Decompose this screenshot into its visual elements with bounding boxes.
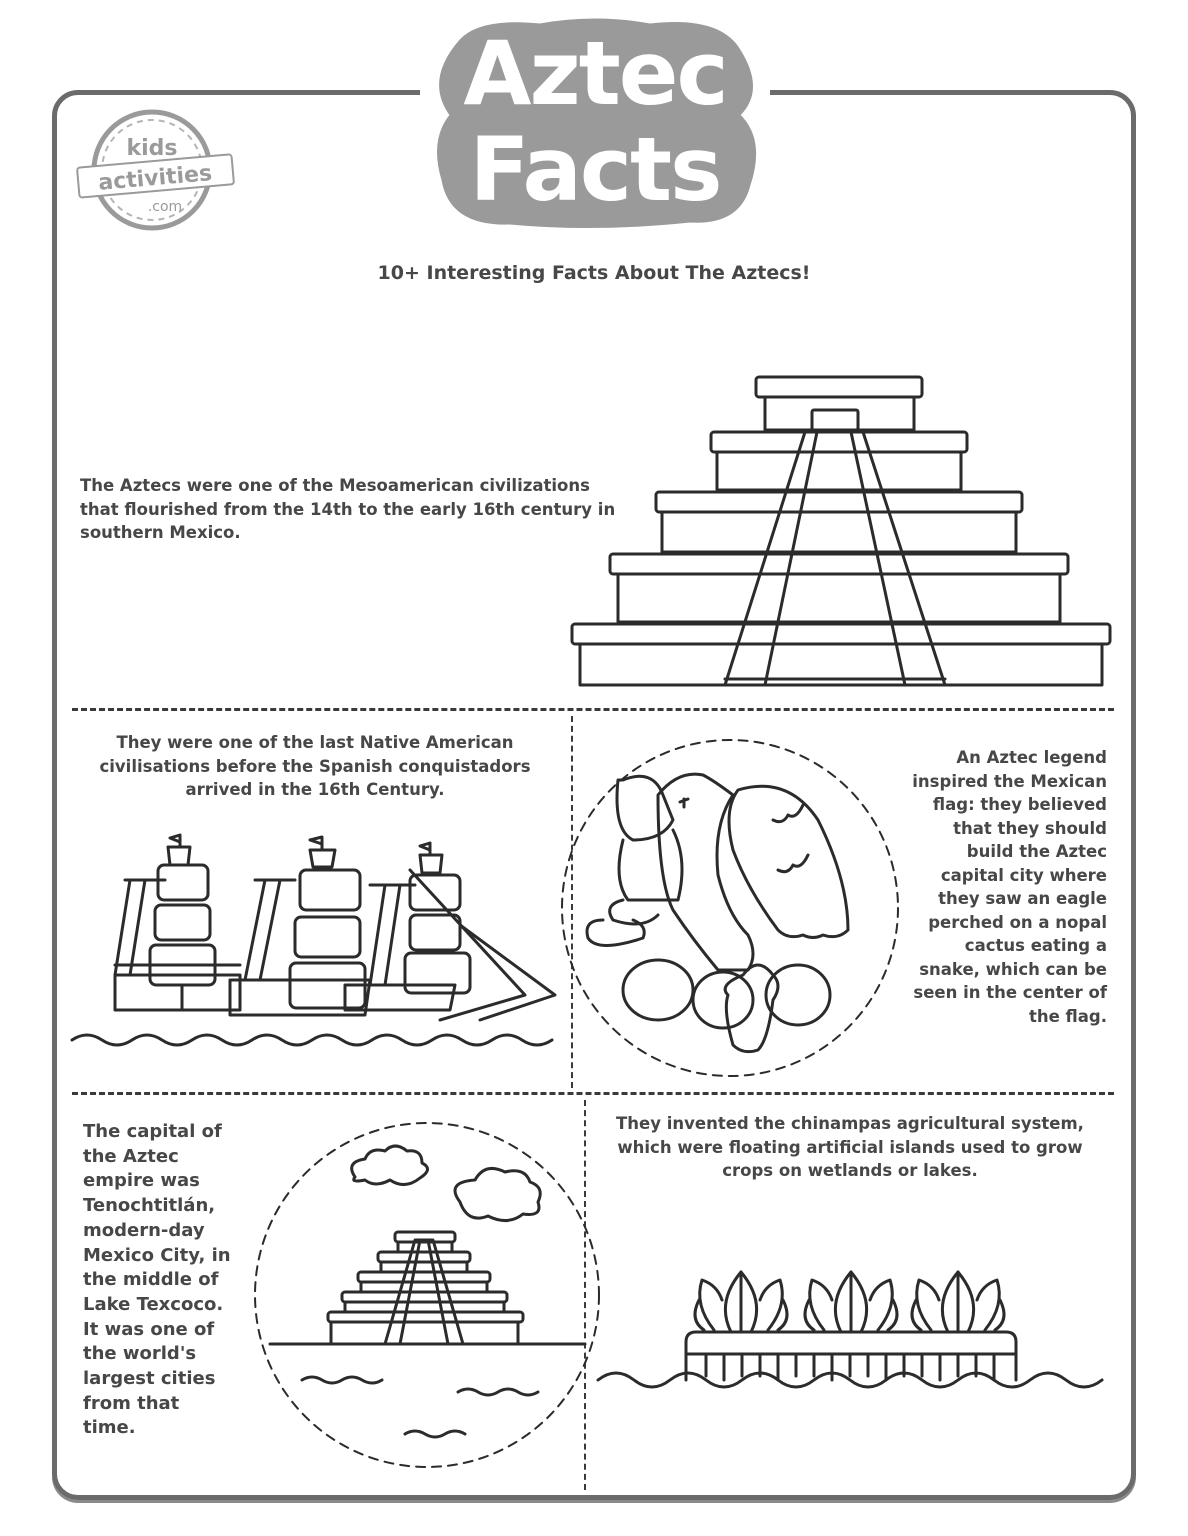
fact-3-text: An Aztec legend inspired the Mexican flag: they believed that they should build the Aztec capital city where they saw an eagle perched on a nopal cactus eating a snake, which can be seen in the center of the flag. <box>912 748 1107 1026</box>
logo-kids-text: kids <box>126 136 178 161</box>
chinampa-island-illustration <box>596 1270 1126 1395</box>
title-line-2: Facts <box>469 118 721 221</box>
section-divider-1 <box>72 708 1114 711</box>
logo-activities-text: activities <box>97 161 214 196</box>
kids-activities-logo <box>70 105 240 235</box>
step-pyramid-illustration <box>570 375 1120 690</box>
title-badge <box>420 10 770 235</box>
title-line-1: Aztec <box>463 22 727 125</box>
crop-plant-2 <box>805 1272 897 1332</box>
subtitle: 10+ Interesting Facts About The Aztecs! <box>377 262 811 284</box>
fact-1-text: The Aztecs were one of the Mesoamerican civilizations that flourished from the 14th to the early 16th century in southern Mexico. <box>80 476 616 542</box>
crop-plant-1 <box>695 1272 787 1332</box>
pyramid-on-lake-illustration <box>250 1112 610 1482</box>
section-divider-2 <box>72 1092 1114 1095</box>
spanish-galleons-illustration <box>70 835 560 1050</box>
fact-5-text: They invented the chinampas agricultural system, which were floating artificial islands used to grow crops on wetlands or lakes. <box>616 1114 1084 1180</box>
eagle-on-cactus-illustration <box>558 760 898 1070</box>
logo-com-text: .com <box>147 199 183 215</box>
crop-plant-3 <box>912 1272 1004 1332</box>
fact-2-text: They were one of the last Native American civilisations before the Spanish conquistadors arrived in the 16th Century. <box>99 733 531 799</box>
fact-4-text: The capital of the Aztec empire was Tenochtitlán, modern-day Mexico City, in the middle of Lake Texcoco. It was one of the world's largest cities from that time. <box>83 1121 231 1439</box>
